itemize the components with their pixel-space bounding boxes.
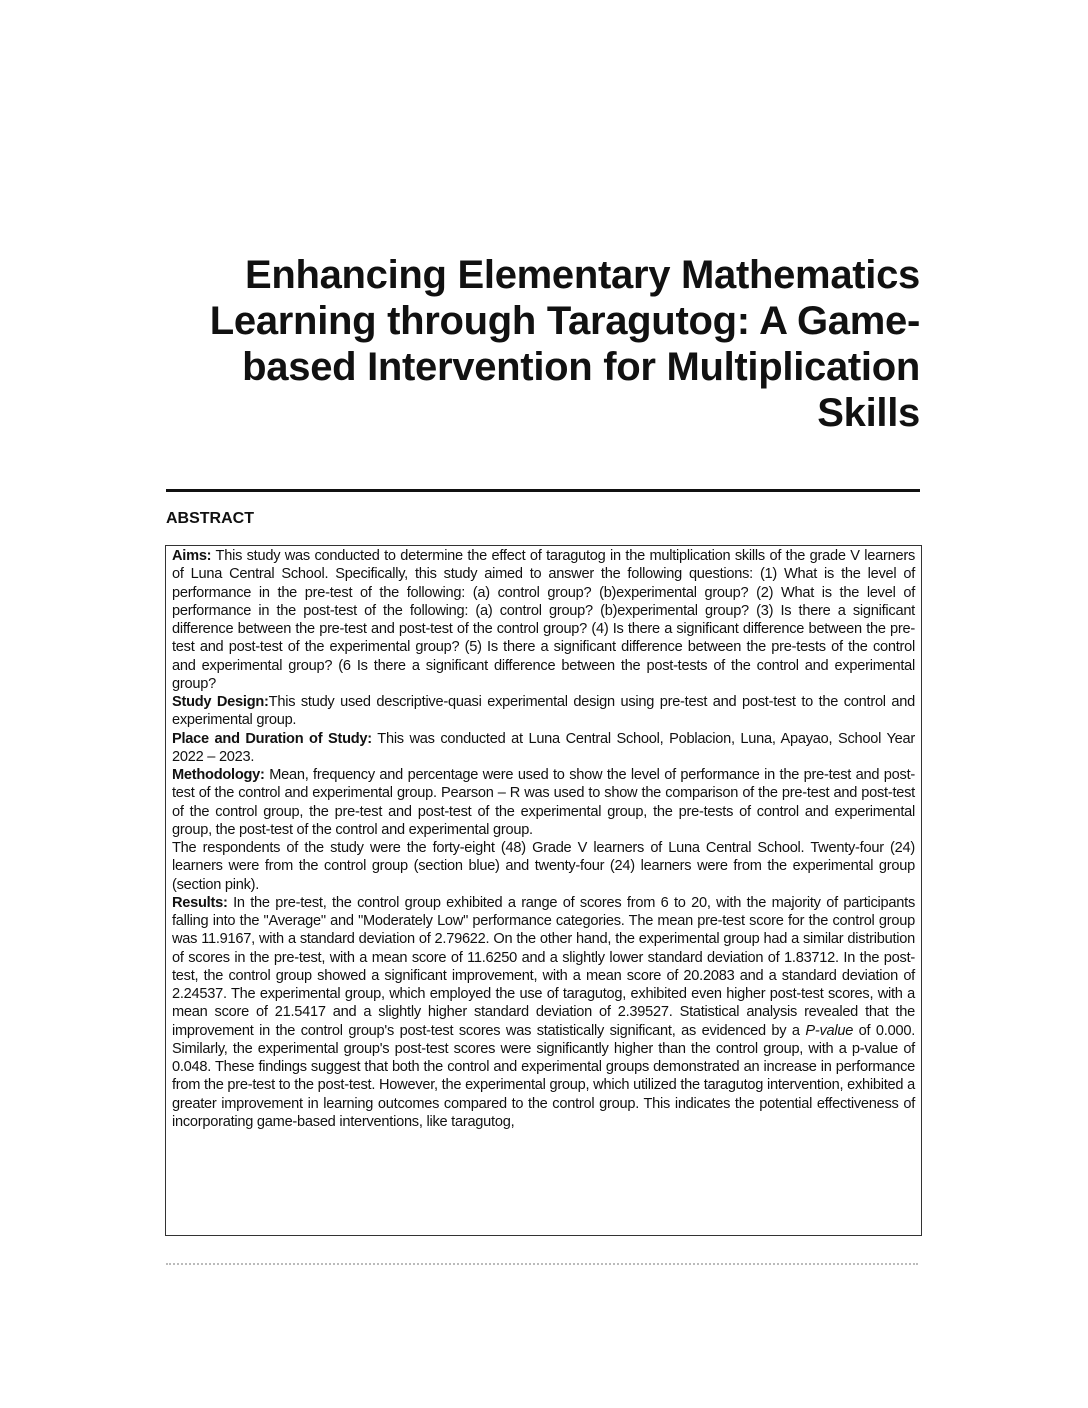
aims-paragraph: [172, 547, 915, 693]
study-design-text: This study used descriptive-quasi experimental design using pre-test and post-test to the control and experimental group.: [172, 694, 916, 729]
place-text: This was conducted at Luna Central School, Poblacion, Luna, Apayao, School Year 2022 – 2023.: [172, 730, 916, 765]
abstract-box: [165, 545, 922, 1236]
results-text-continued: of 0.000. Similarly, the experimental group's post-test scores were significantly higher than the control group, with a p-value of 0.048. These findings suggest that both the control and experimental groups demonstrated an increase in performance from the pre-test to the post-test. However, the experimental group, which utilized the taragutog intervention, exhibited a greater improvement in learning outcomes compared to the control group. This indicates the potential effectiveness of incorporating game-based interventions, like taragutog,: [172, 1022, 916, 1130]
aims-label: Aims:: [172, 548, 212, 564]
study-design-label: Study Design:: [172, 694, 269, 710]
abstract-heading: ABSTRACT: [166, 510, 254, 527]
study-design-paragraph: [172, 693, 915, 730]
results-paragraph: [172, 894, 915, 1131]
place-paragraph: [172, 730, 915, 767]
methodology-paragraph: [172, 766, 915, 839]
methodology-label: Methodology:: [172, 767, 265, 783]
results-text: In the pre-test, the control group exhibited a range of scores from 6 to 20, with the majority of participants falling into the "Average" and "Moderately Low" performance categories. The mean pre-test score for the control group was 11.9167, with a standard deviation of 2.79622. On the other hand, the experimental group had a similar distribution of scores in the pre-test, with a mean score of 11.6250 and a slightly lower standard deviation of 1.83712. In the post-test, the control group showed a significant improvement, with a mean score of 20.2083 and a standard deviation of 2.24537. The experimental group, which employed the use of taragutog, exhibited even higher post-test scores, with a mean score of 21.5417 and a slightly higher standard deviation of 2.39527. Statistical analysis revealed that the improvement in the control group's post-test scores was statistically significant, as evidenced by a: [172, 894, 915, 1039]
respondents-paragraph: The respondents of the study were the forty-eight (48) Grade V learners of Luna Central School. Twenty-four (24) learners were from the control group (section blue) and twenty-four (24) learners were from the experimental group (section pink).: [172, 840, 915, 893]
p-value-term: P-value: [805, 1022, 854, 1039]
place-label: Place and Duration of Study:: [172, 730, 372, 747]
paper-title: Enhancing Elementary Mathematics Learning through Taragutog: A Game-based Intervention for Multiplication Skills: [209, 253, 920, 435]
title-divider: [166, 489, 920, 492]
footer-divider: [166, 1263, 918, 1265]
aims-text: This study was conducted to determine the effect of taragutog in the multiplication skills of the grade V learners of Luna Central School. Specifically, this study aimed to answer the following questions: (1) What is the level of performance in the pre-test of the following: (a) control group? (b)experimental group? (2) What is the level of performance in the post-test of the following: (a) control group? (b)experimental group? (3) Is there a significant difference between the pre-test and post-test of the control group? (4) Is there a significant difference between the pre-test and post-test of the experimental group? (5) Is there a significant difference between the pre-tests of the control and experimental group? (6 Is there a significant difference between the post-tests of the control and experimental group?: [172, 548, 915, 692]
results-label: Results:: [172, 894, 228, 911]
methodology-text: Mean, frequency and percentage were used to show the level of performance in the pre-test and post-test of the control and experimental group. Pearson – R was used to show the comparison of the pre-test and post-test of the control group, the pre-test and post-test of the experimental group, the pre-tests of control and experimental group, the post-test of the control and experimental group.: [172, 767, 915, 838]
